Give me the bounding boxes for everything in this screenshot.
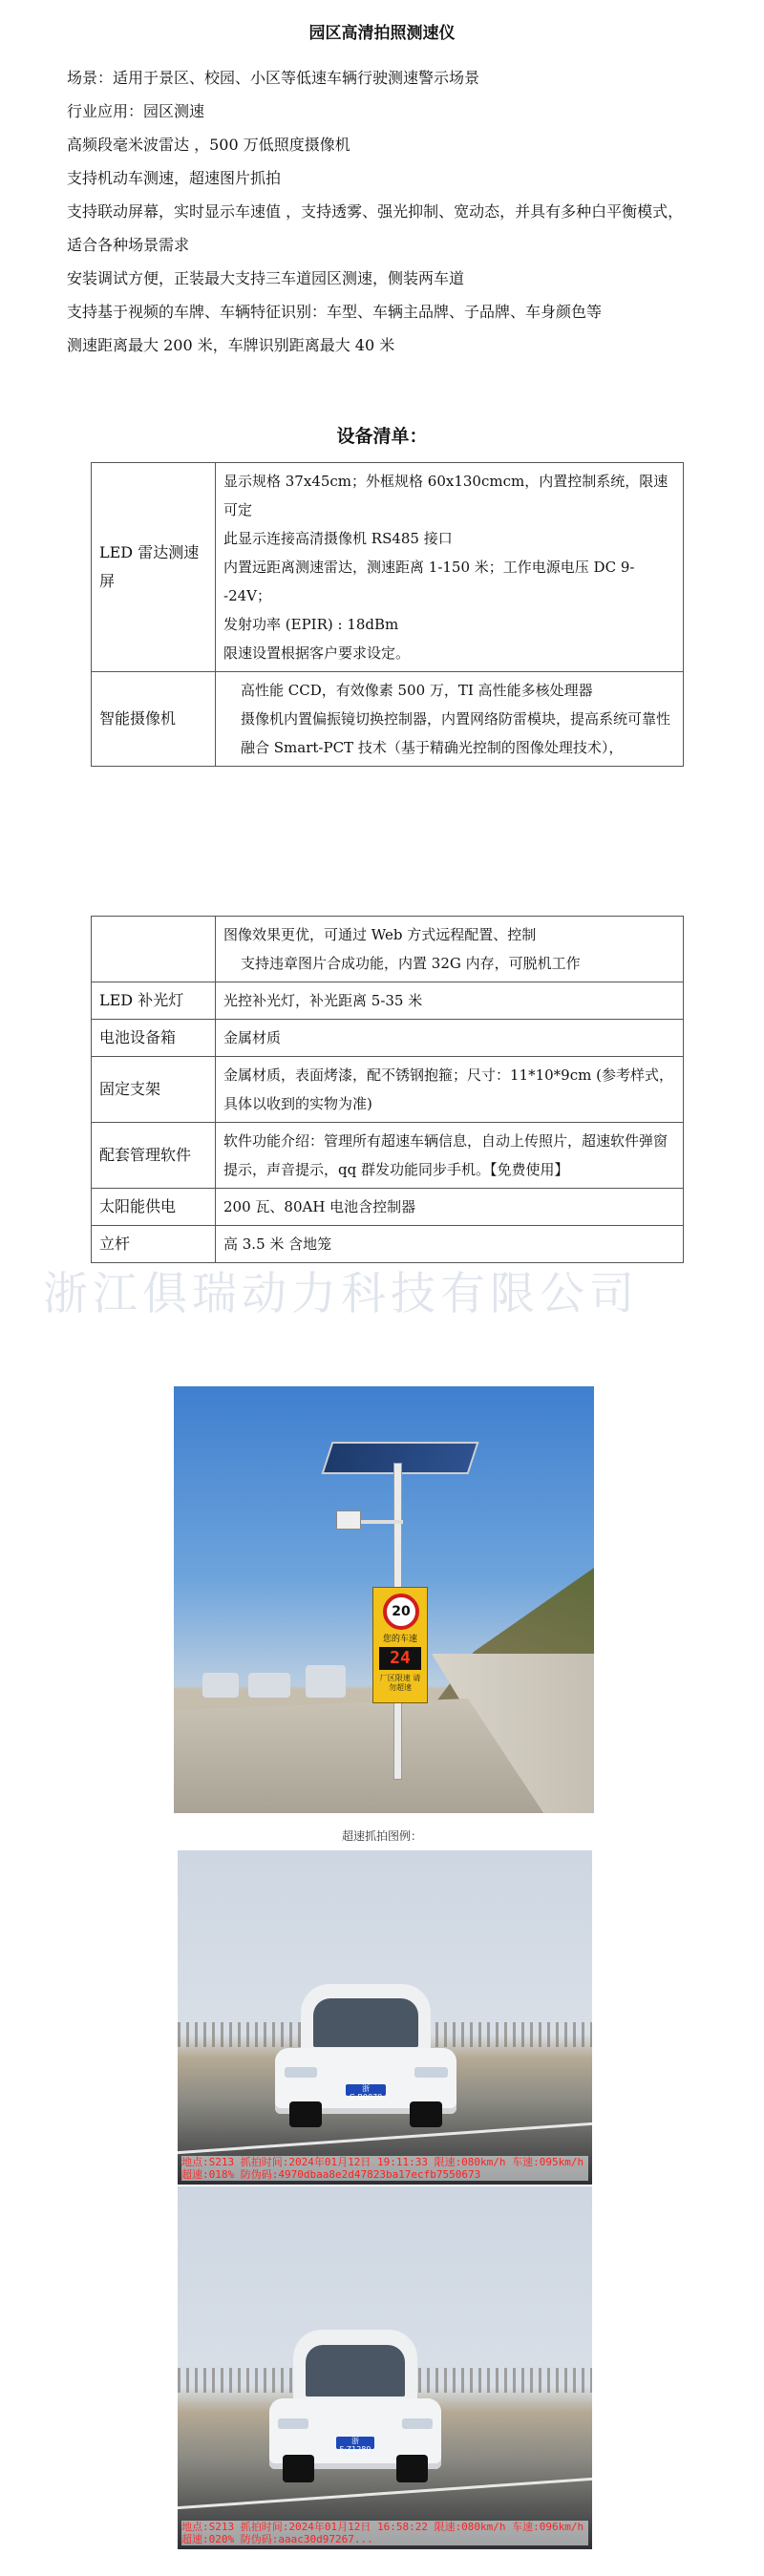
radar-speed-sign xyxy=(372,1587,428,1703)
table-row xyxy=(92,672,684,767)
equipment-table-1 xyxy=(91,462,684,767)
intro-line: 支持机动车测速，超速图片抓拍 xyxy=(67,169,282,187)
capture-caption: 超速抓拍图例： xyxy=(341,1829,422,1843)
headlight xyxy=(414,2067,447,2078)
equipment-list-title: 设备清单： xyxy=(336,426,428,447)
headlight xyxy=(285,2067,317,2078)
headlight xyxy=(402,2418,433,2429)
item-name: LED 雷达测速屏 xyxy=(92,463,216,672)
desc-line: 融合 Smart-PCT 技术（基于精确光控制的图像处理技术）， xyxy=(241,739,624,756)
intro-line: 行业应用：园区测速 xyxy=(67,102,205,120)
table-row xyxy=(92,1123,684,1189)
wheel xyxy=(283,2455,313,2482)
headlight xyxy=(278,2418,308,2429)
captured-car xyxy=(275,1984,456,2127)
sign-subtext: 厂区限速 请勿超速 xyxy=(379,1674,421,1692)
sign-label: 您的车速 xyxy=(382,1635,417,1644)
item-name: 电池设备箱 xyxy=(92,1020,216,1057)
table-row xyxy=(92,1020,684,1057)
speed-limit-disc: 20 xyxy=(383,1594,419,1630)
item-description xyxy=(216,917,684,982)
intro-line: 支持基于视频的车牌、车辆特征识别：车型、车辆主品牌、子品牌、车身颜色等 xyxy=(67,303,603,321)
parked-vehicle xyxy=(202,1673,239,1698)
led-speed-display: 24 xyxy=(379,1647,421,1670)
captured-car xyxy=(269,2330,441,2482)
intro-paragraphs xyxy=(67,61,697,362)
item-description: 金属材质，表面烤漆，配不锈钢抱箍；尺寸：11*10*9cm (参考样式，具体以收到的实物为准) xyxy=(216,1057,684,1123)
item-name: LED 补光灯 xyxy=(92,982,216,1020)
table-row xyxy=(92,1189,684,1226)
item-description: 高 3.5 米 含地笼 xyxy=(216,1226,684,1263)
car-windshield xyxy=(306,2345,405,2397)
desc-line: 摄像机内置偏振镜切换控制器，内置网络防雷模块，提高系统可靠性 xyxy=(241,710,671,728)
intro-line: 安装调试方便，正装最大支持三车道园区测速，侧装两车道 xyxy=(67,269,465,287)
desc-line: 图像效果更优，可通过 Web 方式远程配置、控制 xyxy=(223,926,537,943)
license-plate: 浙G·B0079 xyxy=(346,2084,386,2096)
camera-icon xyxy=(336,1510,361,1530)
table-row xyxy=(92,1226,684,1263)
company-watermark: 浙江俱瑞动力科技有限公司 xyxy=(43,1268,639,1320)
item-name xyxy=(92,917,216,982)
desc-line: 支持违章图片合成功能，内置 32G 内存，可脱机工作 xyxy=(241,955,581,972)
item-name: 固定支架 xyxy=(92,1057,216,1123)
desc-line: 限速设置根据客户要求设定。 xyxy=(223,644,411,662)
intro-line: 测速距离最大 200 米，车牌识别距离最大 40 米 xyxy=(67,336,395,354)
desc-line: 发射功率 (EPIR) : 18dBm xyxy=(223,616,399,633)
item-name: 配套管理软件 xyxy=(92,1123,216,1189)
item-name: 立杆 xyxy=(92,1226,216,1263)
speed-sign-pole-photo xyxy=(174,1386,594,1813)
table-row xyxy=(92,917,684,982)
item-name: 智能摄像机 xyxy=(92,672,216,767)
equipment-table-2 xyxy=(91,916,684,1263)
parked-van xyxy=(306,1665,346,1698)
item-description xyxy=(216,672,684,767)
desc-line: 高性能 CCD，有效像素 500 万，TI 高性能多核处理器 xyxy=(241,682,593,699)
intro-line: 高频段毫米波雷达 ，500 万低照度摄像机 xyxy=(67,136,350,154)
parked-vehicle xyxy=(248,1673,290,1698)
item-name: 太阳能供电 xyxy=(92,1189,216,1226)
capture-overlay-text: 地点:S213 抓拍时间:2024年01月12日 19:11:33 限速:080km/h 车速:095km/h 超速:018% 防伪码:4970dbaa8e2d47823ba17ecfb7550673 xyxy=(181,2156,588,2181)
item-description xyxy=(216,463,684,672)
wheel xyxy=(410,2101,442,2127)
table-row xyxy=(92,982,684,1020)
car-windshield xyxy=(313,1998,418,2047)
intro-line: 场景：适用于景区、校园、小区等低速车辆行驶测速警示场景 xyxy=(67,69,480,87)
speeding-capture-photo xyxy=(178,1850,592,2185)
desc-line: 内置远距离测速雷达，测速距离 1-150 米；工作电源电压 DC 9--24V； xyxy=(223,559,635,604)
intro-line: 支持联动屏幕，实时显示车速值 ，支持透雾、强光抑制、宽动态，并具有多种白平衡模式，适合各种场景需求 xyxy=(67,202,684,254)
item-description: 金属材质 xyxy=(216,1020,684,1057)
item-description: 200 瓦、80AH 电池含控制器 xyxy=(216,1189,684,1226)
item-description: 光控补光灯，补光距离 5-35 米 xyxy=(216,982,684,1020)
page-title: 园区高清拍照测速仪 xyxy=(308,24,456,43)
wheel xyxy=(289,2101,322,2127)
table-row xyxy=(92,1057,684,1123)
desc-line: 显示规格 37x45cm；外框规格 60x130cmcm，内置控制系统，限速可定 xyxy=(223,473,668,518)
speeding-capture-photo xyxy=(178,2186,592,2549)
wheel xyxy=(396,2455,427,2482)
table-row xyxy=(92,463,684,672)
license-plate: 浙F·Z1289 xyxy=(336,2437,374,2449)
item-description: 软件功能介绍：管理所有超速车辆信息，自动上传照片，超速软件弹窗提示，声音提示，qq 群发功能同步手机。【免费使用】 xyxy=(216,1123,684,1189)
desc-line: 此显示连接高清摄像机 RS485 接口 xyxy=(223,530,453,547)
capture-overlay-text: 地点:S213 抓拍时间:2024年01月12日 16:58:22 限速:080km/h 车速:096km/h 超速:020% 防伪码:aaac30d97267... xyxy=(181,2521,588,2545)
